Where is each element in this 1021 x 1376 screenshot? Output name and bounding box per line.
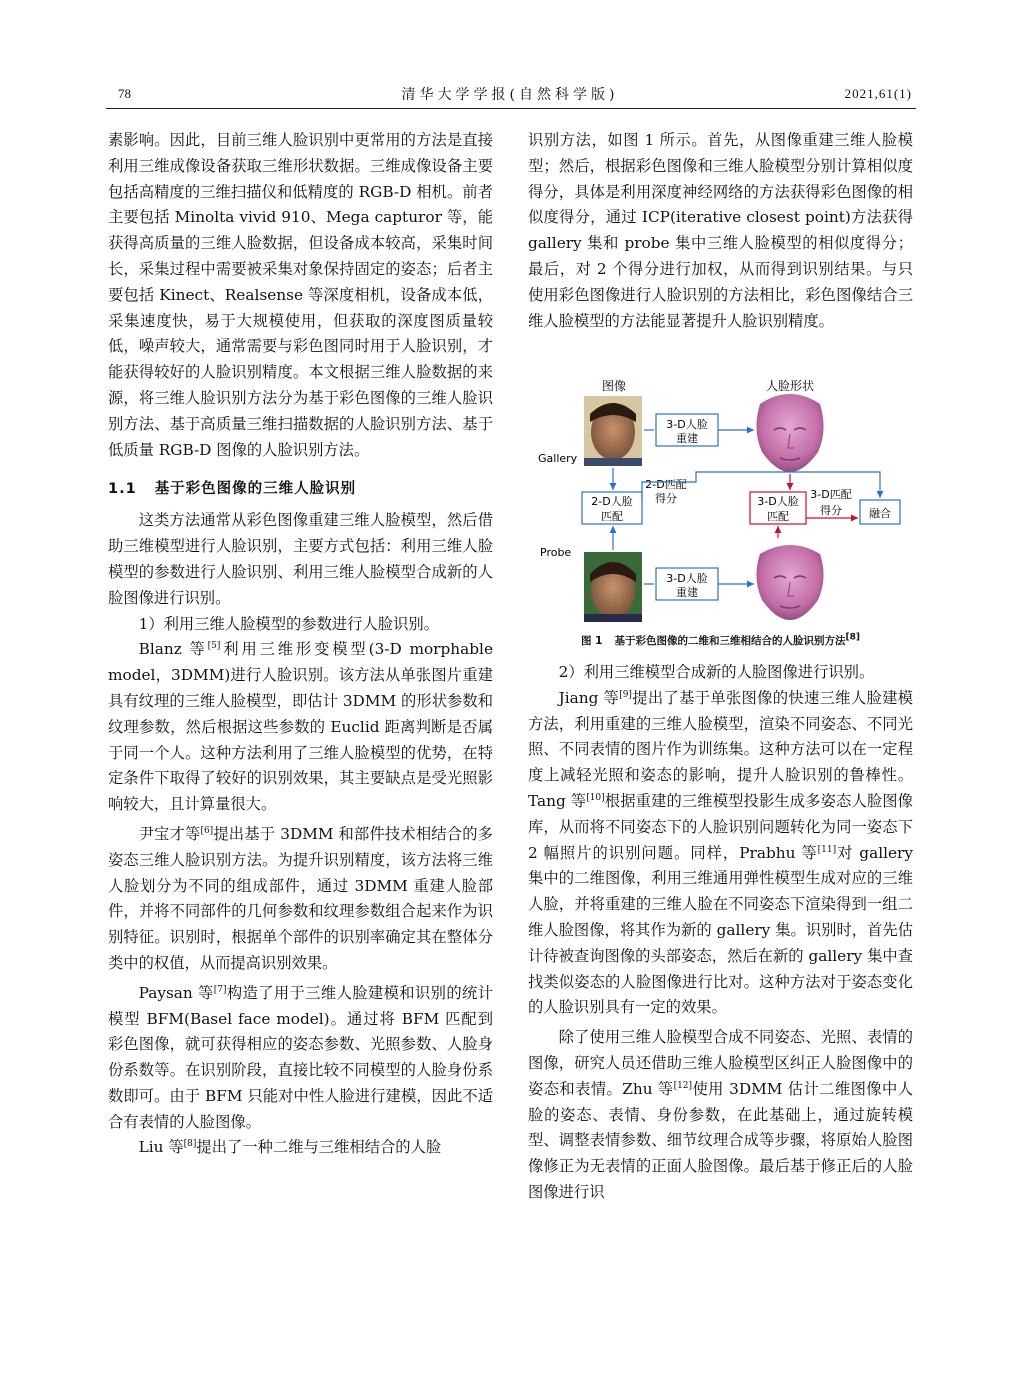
citation: [12]	[673, 1080, 693, 1091]
section-title: 基于彩色图像的三维人脸识别	[154, 481, 357, 498]
citation: [10]	[586, 792, 605, 803]
citation: [11]	[817, 844, 837, 855]
page-number: 78	[118, 86, 131, 101]
label-image: 图像	[601, 379, 627, 393]
score-3d-line1: 3-D匹配	[810, 488, 852, 501]
citation: [9]	[619, 689, 632, 700]
figure-label: 图 1	[581, 635, 603, 647]
citation: [5]	[207, 641, 221, 652]
text: Liu 等	[138, 1138, 184, 1157]
recon-top-line2: 重建	[676, 432, 698, 445]
issue-info: 2021,61(1)	[844, 86, 912, 101]
text: 使用 3DMM 估计二维图像中人脸的姿态、表情、身份参数，在此基础上，通过旋转模型、调整表情参数、细节纹理合成等步骤，将原始人脸图像修正为无表情的正面人脸图像。最后基于修正后的人脸图像进行识	[528, 1079, 913, 1201]
right-column-top	[528, 128, 913, 334]
label-gallery: Gallery	[538, 452, 578, 465]
citation: [6]	[200, 825, 214, 836]
recon-top-line1: 3-D人脸	[666, 418, 708, 431]
citation: [7]	[213, 984, 227, 995]
right-column-bottom	[528, 660, 913, 1206]
text: 尹宝才等	[138, 824, 201, 843]
match-2d-line1: 2-D人脸	[591, 495, 633, 508]
section-number: 1.1	[108, 481, 137, 498]
match-2d-line2: 匹配	[601, 510, 623, 523]
label-probe: Probe	[540, 546, 572, 559]
fusion-label: 融合	[869, 507, 891, 520]
paragraph: 2）利用三维模型合成新的人脸图像进行识别。	[558, 663, 875, 681]
journal-title: 清华大学学报(自然科学版)	[401, 87, 619, 103]
text: 根据重建的三维模型投影生成多姿态人脸图像库，从而将不同姿态下的人脸识别问题转化为同一姿态下 2 幅照片的识别问题。同样，Prabhu 等	[528, 791, 913, 862]
gallery-face-shape	[756, 394, 823, 472]
paragraph	[108, 637, 493, 818]
section-heading	[108, 477, 493, 498]
paragraph	[528, 686, 913, 1021]
header-rule	[106, 108, 916, 109]
text: 提出基于 3DMM 和部件技术相结合的多姿态三维人脸识别方法。为提升识别精度，该方法将三维人脸划分为不同的组成部件，通过 3DMM 重建人脸部件，并将不同部件的几何参数和纹理参数组合起来作为识别特征。识别时，根据单个部件的识别率确定其在整体分类中的权值，从而提高识别效果。	[108, 824, 493, 972]
paragraph	[528, 1025, 913, 1206]
score-2d-line1: 2-D匹配	[645, 478, 687, 491]
citation: [8]	[845, 632, 860, 643]
text: Jiang 等	[558, 688, 620, 707]
probe-photo	[584, 552, 642, 622]
citation: [8]	[183, 1139, 197, 1150]
paragraph: 素影响。因此，目前三维人脸识别中更常用的方法是直接利用三维成像设备获取三维形状数据。三维成像设备主要包括高精度的三维扫描仪和低精度的 RGB-D 相机。前者主要包括 Minolta vivid 910、Mega capturor 等，能获得高质量的三维人脸数据，但设备成本较高，采集时间长，采集过程中需要被采集对象保持固定的姿态；后者主要包括 Kinect、Realsense 等深度相机，设备成本低，采集速度快，易于大规模使用，但获取的深度图质量较低，噪声较大，通常需要与彩色图同时用于人脸识别，才能获得较好的人脸识别精度。本文根据三维人脸数据的来源，将三维人脸识别方法分为基于彩色图像的三维人脸识别方法、基于高质量三维扫描数据的人脸识别方法、基于低质量 RGB-D 图像的人脸识别方法。	[108, 131, 493, 459]
match-3d-line1: 3-D人脸	[757, 495, 799, 508]
label-face-shape: 人脸形状	[765, 379, 815, 393]
figure-caption	[528, 633, 913, 648]
paragraph: 1）利用三维人脸模型的参数进行人脸识别。	[138, 614, 439, 633]
text: 对 gallery 集中的二维图像，利用三维通用弹性模型生成对应的三维人脸，并将重建的三维人脸在不同姿态下渲染得到一组二维人脸图像，将其作为新的 gallery 集。识别时，首先估计待被查询图像的头部姿态，然后在新的 gallery 集中查找类似姿态的人脸图像进行比对。这种方法对于姿态变化的人脸识别具有一定的效果。	[528, 843, 913, 1017]
gallery-photo	[584, 396, 642, 466]
paragraph: 这类方法通常从彩色图像重建三维人脸模型，然后借助三维模型进行人脸识别，主要方式包括：利用三维人脸模型的参数进行人脸识别、利用三维人脸模型合成新的人脸图像进行识别。	[108, 511, 493, 607]
text: 利用三维形变模型(3-D morphable model，3DMM)进行人脸识别。该方法从单张图片重建具有纹理的三维人脸模型，即估计 3DMM 的形状参数和纹理参数，然后根据这些参数的 Euclid 距离判断是否属于同一个人。这种方法利用了三维人脸模型的优势，在特定条件下取得了较好的识别效果，其主要缺点是受光照影响较大，且计算量很大。	[108, 640, 493, 814]
paragraph	[108, 981, 493, 1136]
figure-1	[528, 372, 913, 630]
text: 提出了基于单张图像的快速三维人脸建模方法，利用重建的三维人脸模型，渲染不同姿态、不同光照、不同表情的图片作为训练集。这种方法可以在一定程度上减轻光照和姿态的影响，提升人脸识别的鲁棒性。Tang 等	[528, 688, 913, 810]
score-2d-line2: 得分	[655, 492, 677, 505]
paragraph	[108, 822, 493, 977]
score-3d-line2: 得分	[820, 504, 842, 517]
recon-bottom-line1: 3-D人脸	[666, 572, 708, 585]
paragraph: 识别方法，如图 1 所示。首先，从图像重建三维人脸模型；然后，根据彩色图像和三维人脸模型分别计算相似度得分，具体是利用深度神经网络的方法获得彩色图像的相似度得分，通过 ICP(iterative closest point)方法获得 gallery 集和 probe 集中三维人脸模型的相似度得分；最后，对 2 个得分进行加权，从而得到识别结果。与只使用彩色图像进行人脸识别的方法相比，彩色图像结合三维人脸模型的方法能显著提升人脸识别精度。	[528, 131, 913, 330]
text: Paysan 等	[138, 983, 214, 1002]
text: Blanz 等	[138, 640, 208, 659]
running-header	[106, 84, 914, 108]
text: 提出了一种二维与三维相结合的人脸	[196, 1138, 442, 1157]
left-column	[108, 128, 493, 1161]
text: 除了使用三维人脸模型合成不同姿态、光照、表情的图像，研究人员还借助三维人脸模型区纠正人脸图像中的姿态和表情。Zhu 等	[528, 1028, 913, 1098]
probe-face-shape	[756, 545, 823, 620]
match-3d-line2: 匹配	[767, 510, 789, 523]
figure-caption-text: 基于彩色图像的二维和三维相结合的人脸识别方法	[614, 635, 846, 647]
recon-bottom-line2: 重建	[676, 586, 698, 599]
paragraph	[108, 1135, 493, 1161]
text: 构造了用于三维人脸建模和识别的统计模型 BFM(Basel face model)。通过将 BFM 匹配到彩色图像，就可获得相应的姿态参数、光照参数、人脸身份系数等。在识别阶段，直接比较不同模型的人脸身份系数即可。由于 BFM 只能对中性人脸进行建模，因此不适合有表情的人脸图像。	[108, 983, 493, 1131]
